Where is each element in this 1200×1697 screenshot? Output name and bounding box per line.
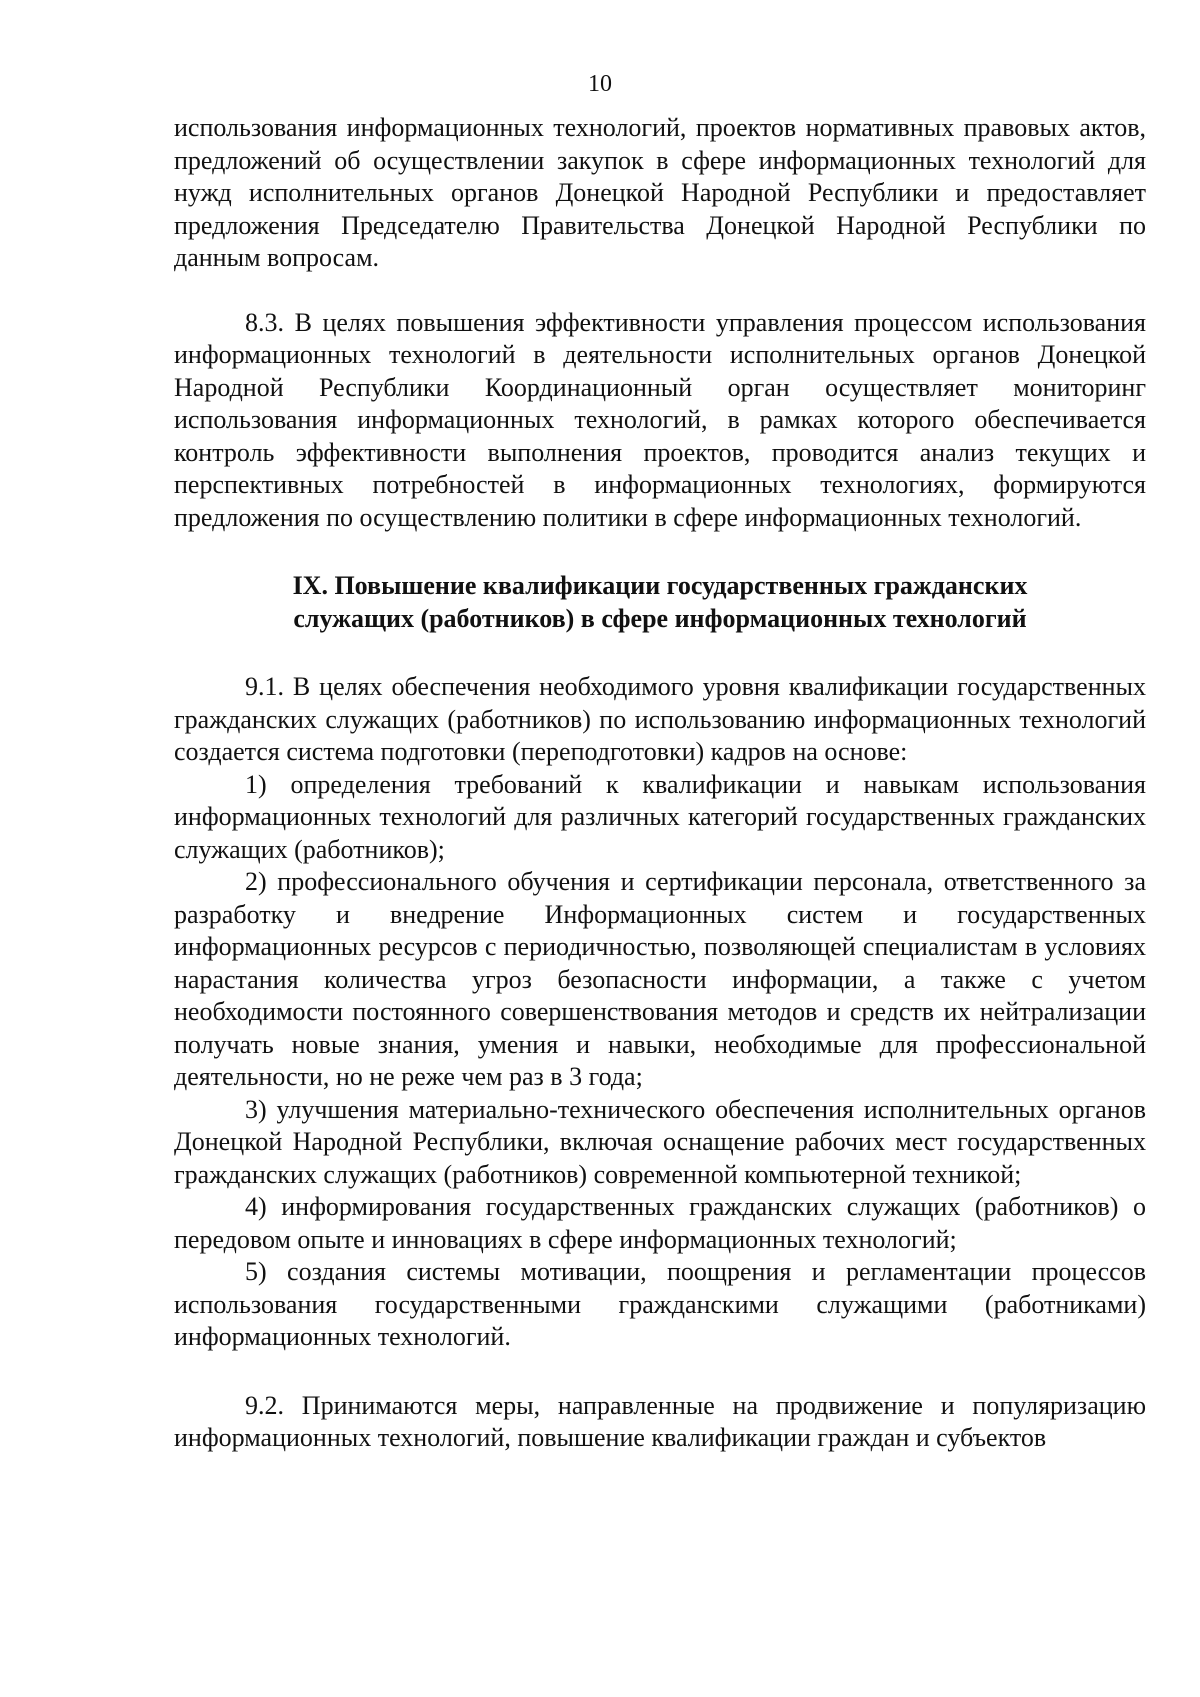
page-number: 10 (588, 71, 612, 97)
list-item-4: 4) информирования государственных гражданских служащих (работников) о передовом опыте и инновациях в сфере информационных технологий; (174, 1192, 1146, 1254)
list-item-3: 3) улучшения материально-технического обеспечения исполнительных органов Донецкой Народной Республики, включая оснащение рабочих мест государственных гражданских служащих (работников) современной компьютерной техникой; (174, 1094, 1146, 1189)
section-heading-ix (174, 570, 1146, 635)
paragraph-9-2: 9.2. Принимаются меры, направленные на продвижение и популяризацию информационных технологий, повышение квалификации граждан и субъектов (174, 1390, 1146, 1452)
section-gap (174, 635, 1146, 671)
section-heading-line-1: IX. Повышение квалификации государственных гражданских (292, 571, 1028, 600)
section-gap (174, 534, 1146, 570)
paragraph-gap (174, 1354, 1146, 1390)
list-item-5: 5) создания системы мотивации, поощрения и регламентации процессов использования государственными гражданскими служащими (работниками) информационных технологий. (174, 1257, 1146, 1351)
section-heading-line-2: служащих (работников) в сфере информационных технологий (293, 603, 1027, 633)
paragraph-gap (174, 275, 1146, 307)
paragraph-continuation: использования информационных технологий, проектов нормативных правовых актов, предложений об осуществлении закупок в сфере информационных технологий для нужд исполнительных органов Донецкой Народной Республики и предоставляет предложения Председателю Правительства Донецкой Народной Республики по данным вопросам. (174, 113, 1146, 272)
document-body (174, 112, 1146, 1455)
paragraph-9-1: 9.1. В целях обеспечения необходимого уровня квалификации государственных гражданских служащих (работников) по использованию информационных технологий создается система подготовки (переподготовки) кадров на основе: (174, 672, 1146, 766)
list-item-1: 1) определения требований к квалификации и навыкам использования информационных технологий для различных категорий государственных гражданских служащих (работников); (174, 769, 1146, 864)
list-item-2: 2) профессионального обучения и сертификации персонала, ответственного за разработку и внедрение Информационных систем и государственных информационных ресурсов с периодичностью, позволяющей специалистам в условиях нарастания количества угроз безопасности информации, а также с учетом необходимости постоянного совершенствования методов и средств их нейтрализации получать новые знания, умения и навыки, необходимые для профессиональной деятельности, но не реже чем раз в 3 года; (174, 867, 1146, 1091)
paragraph-8-3: 8.3. В целях повышения эффективности управления процессом использования информационных технологий в деятельности исполнительных органов Донецкой Народной Республики Координационный орган осуществляет мониторинг использования информационных технологий, в рамках которого обеспечивается контроль эффективности выполнения проектов, проводится анализ текущих и перспективных потребностей в информационных технологиях, формируются предложения по осуществлению политики в сфере информационных технологий. (174, 307, 1146, 532)
